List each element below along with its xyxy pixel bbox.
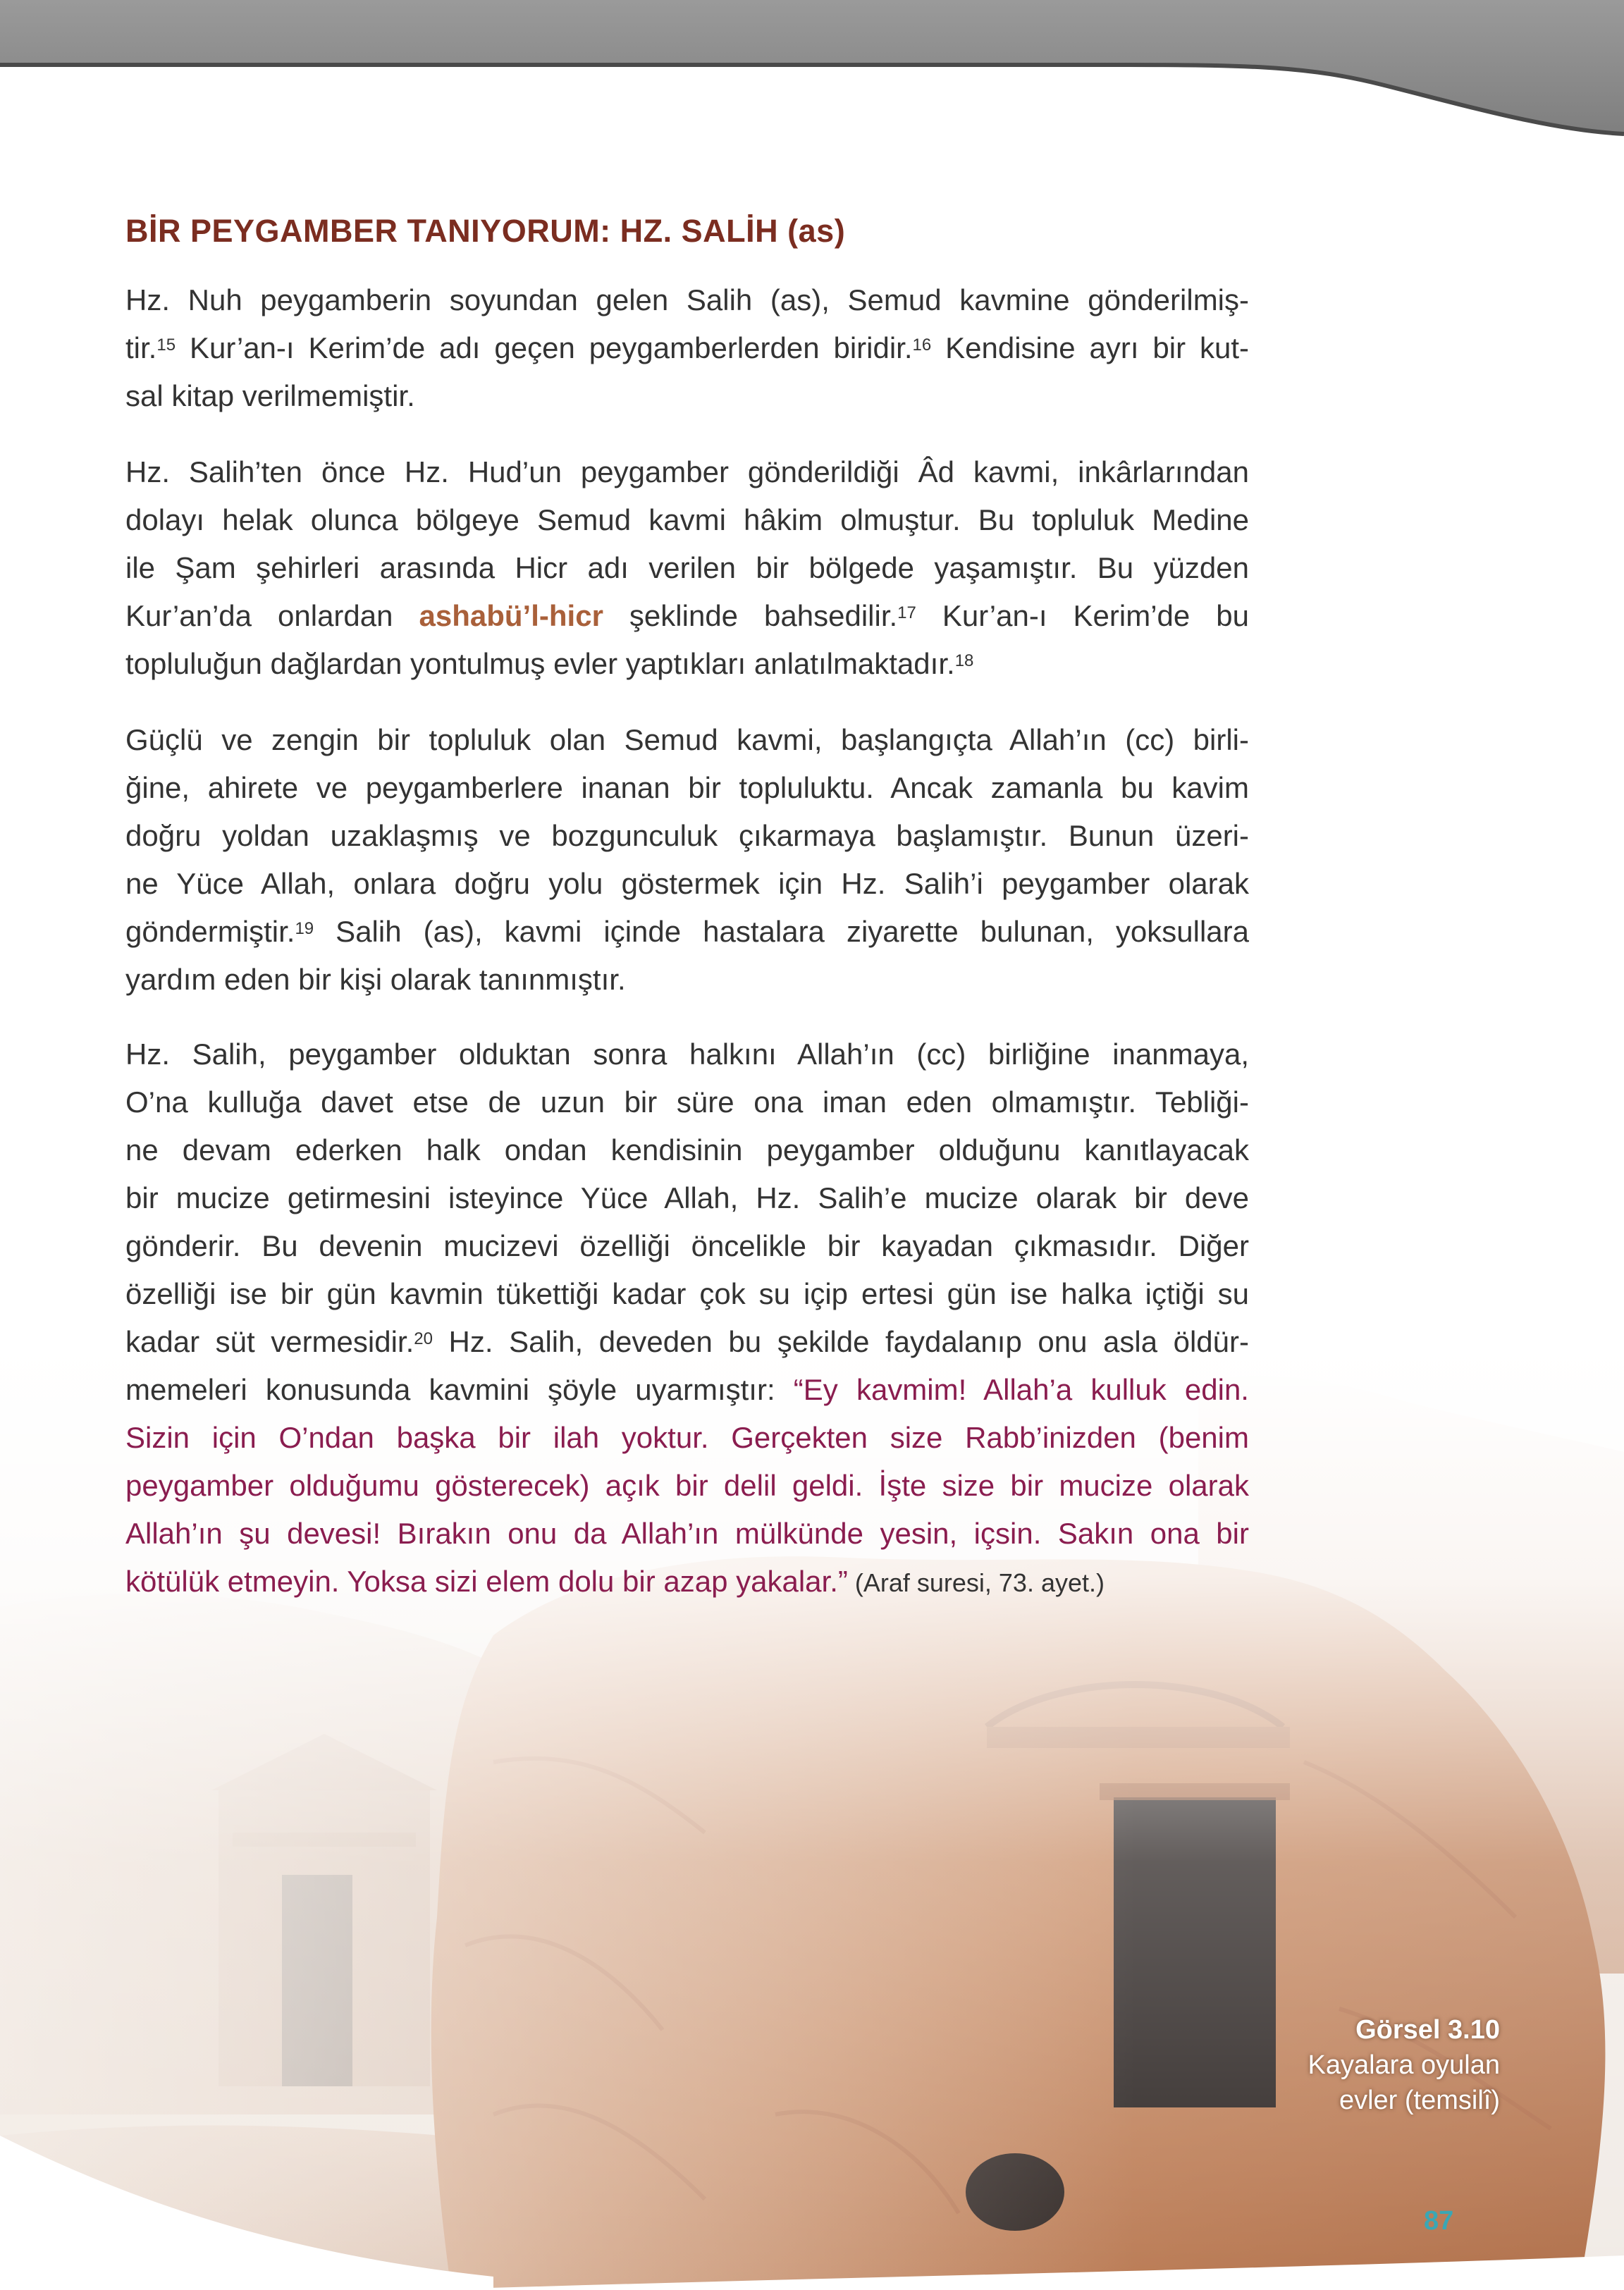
text-line: sal kitap verilmemiştir. <box>125 379 415 412</box>
paragraph-2 <box>125 448 1249 688</box>
quote-line: kötülük etmeyin. Yoksa sizi elem dolu bir azap yakalar.” (Araf suresi, 73. ayet.) <box>125 1565 1105 1598</box>
text-line: memeleri konusunda kavmini şöyle uyarmıştır: “Ey kavmim! Allah’a kulluk edin. <box>125 1373 1249 1406</box>
text-line: Hz. Salih’ten önce Hz. Hud’un peygamber gönderildiği Âd kavmi, inkârlarından <box>125 455 1249 488</box>
quote-source: (Araf suresi, 73. ayet.) <box>847 1568 1105 1597</box>
image-caption <box>1308 2012 1500 2118</box>
quote-line: Sizin için O’ndan başka bir ilah yoktur. Gerçekten size Rabb’inizden (benim <box>125 1421 1249 1454</box>
text-line: tir.$^{15}$ Kur’an-ı Kerim’de adı geçen peygamberlerden biridir.$^{16}$ Kendisine ayrı bir kut- <box>125 331 1249 364</box>
caption-title: Görsel 3.10 <box>1355 2015 1500 2045</box>
section-title: BİR PEYGAMBER TANIYORUM: HZ. SALİH (as) <box>125 213 846 249</box>
text-line: ne Yüce Allah, onlara doğru yolu göstermek için Hz. Salih’i peygamber olarak <box>125 867 1249 900</box>
text-line: ile Şam şehirleri arasında Hicr adı verilen bir bölgede yaşamıştır. Bu yüzden <box>125 551 1249 584</box>
text-line: göndermiştir.$^{19}$ Salih (as), kavmi içinde hastalara ziyarette bulunan, yoksullara <box>125 915 1249 948</box>
quote-text: “Ey kavmim! Allah’a kulluk edin. <box>793 1373 1249 1406</box>
text-line: dolayı helak olunca bölgeye Semud kavmi hâkim olmuştur. Bu topluluk Medine <box>125 503 1249 536</box>
footnote-ref: 17 <box>897 603 916 622</box>
caption-line: evler (temsilî) <box>1339 2086 1500 2115</box>
text-line: topluluğun dağlardan yontulmuş evler yaptıkları anlatılmaktadır.$^{18}$ <box>125 647 974 680</box>
text-line: gönderir. Bu devenin mucizevi özelliği öncelikle bir kayadan çıkmasıdır. Diğer <box>125 1229 1249 1262</box>
text-line: kadar süt vermesidir.$^{20}$ Hz. Salih, deveden bu şekilde faydalanıp onu asla öldür- <box>125 1325 1249 1358</box>
footnote-ref: 18 <box>954 651 974 670</box>
page-number: 87 <box>1424 2206 1454 2236</box>
caption-line: Kayalara oyulan <box>1308 2050 1500 2080</box>
paragraph-1 <box>125 276 1249 420</box>
paragraph-4 <box>125 1030 1249 1606</box>
footnote-ref: 15 <box>156 336 176 355</box>
text-line: yardım eden bir kişi olarak tanınmıştır. <box>125 963 626 996</box>
footnote-ref: 16 <box>912 336 932 355</box>
text-line: özelliği ise bir gün kavmin tükettiği kadar çok su içip ertesi gün ise halka içtiği su <box>125 1277 1249 1310</box>
text-line: bir mucize getirmesini isteyince Yüce Allah, Hz. Salih’e mucize olarak bir deve <box>125 1181 1249 1214</box>
quote-line: peygamber olduğumu gösterecek) açık bir delil geldi. İşte size bir mucize olarak <box>125 1469 1249 1502</box>
text-line: ne devam ederken halk ondan kendisinin peygamber olduğunu kanıtlayacak <box>125 1133 1249 1166</box>
text-line: doğru yoldan uzaklaşmış ve bozgunculuk çıkarmaya başlamıştır. Bunun üzeri- <box>125 819 1249 852</box>
paragraph-3 <box>125 716 1249 1004</box>
quote-line: Allah’ın şu devesi! Bırakın onu da Allah’ın mülkünde yesin, içsin. Sakın ona bir <box>125 1517 1249 1550</box>
text-line: Güçlü ve zengin bir topluluk olan Semud kavmi, başlangıçta Allah’ın (cc) birli- <box>125 723 1249 756</box>
text-line: Hz. Salih, peygamber olduktan sonra halkını Allah’ın (cc) birliğine inanmaya, <box>125 1038 1249 1071</box>
text-line: Kur’an’da onlardan ashabü’l-hicr şeklinde bahsedilir.$^{17}$ Kur’an-ı Kerim’de bu <box>125 599 1249 632</box>
footnote-ref: 20 <box>414 1329 433 1348</box>
header-band <box>0 0 1624 162</box>
text-line: Hz. Nuh peygamberin soyundan gelen Salih (as), Semud kavmine gönderilmiş- <box>125 283 1249 316</box>
highlighted-term: ashabü’l-hicr <box>419 599 603 632</box>
footnote-ref: 19 <box>295 919 314 938</box>
text-line: ğine, ahirete ve peygamberlere inanan bir topluluktu. Ancak zamanla bu kavim <box>125 771 1249 804</box>
text-line: O’na kulluğa davet etse de uzun bir süre ona iman eden olmamıştır. Tebliği- <box>125 1085 1249 1119</box>
